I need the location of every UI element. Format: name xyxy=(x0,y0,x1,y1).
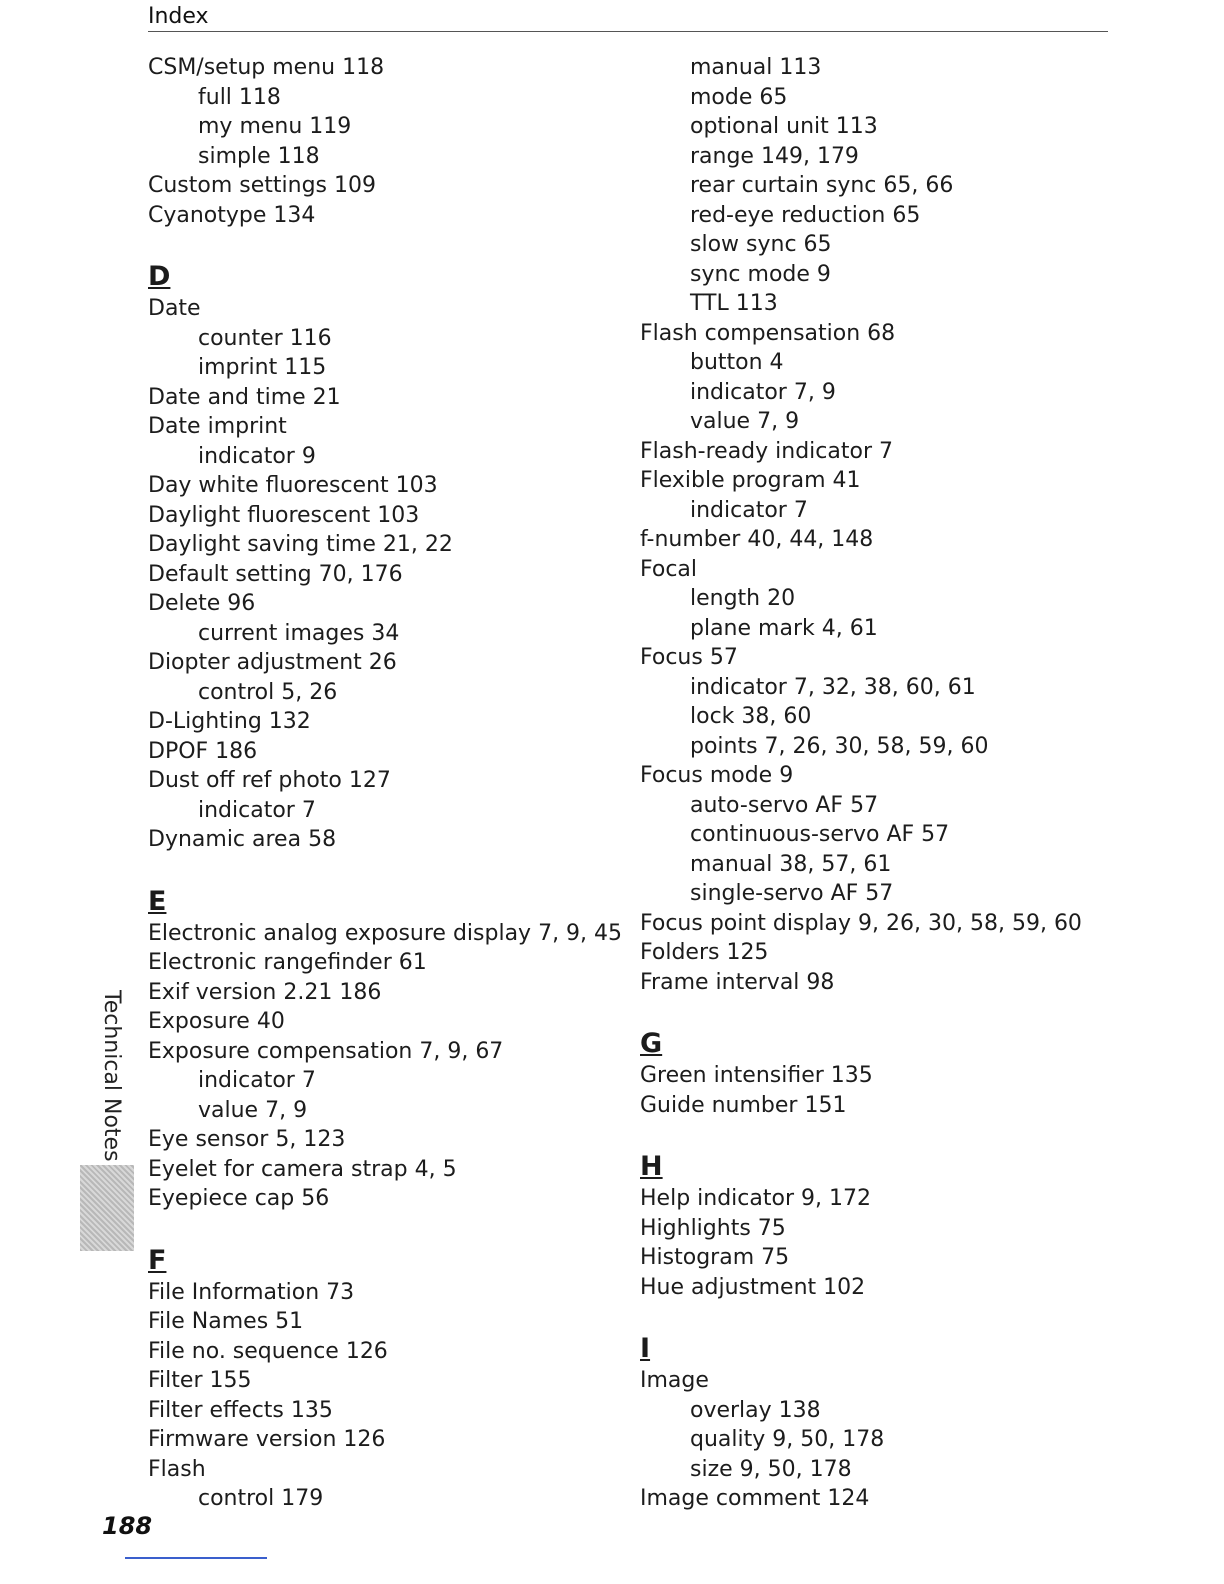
index-subentry: button 4 xyxy=(690,350,784,375)
section-thumb-tab xyxy=(80,1165,134,1251)
section-letter-heading: G xyxy=(640,1028,663,1059)
index-entry: Custom settings 109 xyxy=(148,173,376,198)
index-entry: Exposure compensation 7, 9, 67 xyxy=(148,1038,504,1064)
index-subentry: length 20 xyxy=(690,586,796,611)
index-subentry: imprint 115 xyxy=(198,355,327,380)
index-entry: File Information 73 xyxy=(148,1279,355,1305)
index-subentry: simple 118 xyxy=(198,143,320,169)
index-entry: Flash-ready indicator 7 xyxy=(640,438,893,464)
index-entry: DPOF 186 xyxy=(148,738,258,764)
index-entry: Delete 96 xyxy=(148,591,256,616)
index-entry: Date imprint xyxy=(148,414,287,439)
index-entry: Histogram 75 xyxy=(640,1245,790,1270)
index-entry: Eyelet for camera strap 4, 5 xyxy=(148,1156,457,1182)
index-subentry: mode 65 xyxy=(690,84,788,110)
index-subentry: auto-servo AF 57 xyxy=(690,792,879,818)
index-entry: Date and time 21 xyxy=(148,384,341,410)
index-subentry: indicator 9 xyxy=(198,443,316,469)
section-gap xyxy=(148,1214,598,1243)
index-entry: Diopter adjustment 26 xyxy=(148,650,397,675)
section-letter-heading: E xyxy=(148,885,167,917)
index-entry: Focus 57 xyxy=(640,645,738,670)
index-subentry: current images 34 xyxy=(198,620,400,646)
index-column-right xyxy=(640,53,1110,1514)
index-entry: Cyanotype 134 xyxy=(148,202,316,228)
index-subentry: plane mark 4, 61 xyxy=(690,615,878,641)
section-gap xyxy=(148,855,598,884)
index-entry: File Names 51 xyxy=(148,1309,304,1334)
index-entry: Highlights 75 xyxy=(640,1215,786,1241)
index-subentry: quality 9, 50, 178 xyxy=(690,1427,885,1452)
index-subentry: range 149, 179 xyxy=(690,143,859,169)
index-entry: Flexible program 41 xyxy=(640,468,861,493)
index-subentry: indicator 7 xyxy=(198,1068,316,1093)
index-entry: Eye sensor 5, 123 xyxy=(148,1127,346,1152)
section-letter-heading: F xyxy=(148,1244,167,1276)
index-entry: Image xyxy=(640,1368,709,1393)
section-letter-heading: D xyxy=(148,261,171,292)
index-subentry: size 9, 50, 178 xyxy=(690,1456,852,1482)
index-entry: Guide number 151 xyxy=(640,1092,847,1118)
index-entry: File no. sequence 126 xyxy=(148,1338,388,1364)
index-subentry: TTL 113 xyxy=(690,291,778,316)
index-subentry: value 7, 9 xyxy=(198,1097,308,1123)
index-subentry: sync mode 9 xyxy=(690,261,831,287)
index-entry: Image comment 124 xyxy=(640,1486,870,1511)
index-entry: Default setting 70, 176 xyxy=(148,561,403,587)
index-entry: Focus point display 9, 26, 30, 58, 59, 60 xyxy=(640,910,1082,936)
index-subentry: control 5, 26 xyxy=(198,679,338,705)
index-subentry: lock 38, 60 xyxy=(690,704,812,729)
page-number: 188 xyxy=(102,1512,153,1540)
index-subentry: indicator 7, 9 xyxy=(690,379,836,405)
index-entry: Exif version 2.21 186 xyxy=(148,979,382,1005)
index-subentry: rear curtain sync 65, 66 xyxy=(690,173,954,198)
index-subentry: points 7, 26, 30, 58, 59, 60 xyxy=(690,733,989,759)
index-entry: Day white fluorescent 103 xyxy=(148,473,438,498)
page-header-title: Index xyxy=(148,4,209,29)
index-subentry: full 118 xyxy=(198,84,281,110)
index-entry: D-Lighting 132 xyxy=(148,709,311,734)
index-entry: CSM/setup menu 118 xyxy=(148,55,385,80)
index-subentry: slow sync 65 xyxy=(690,232,832,257)
index-subentry: control 179 xyxy=(198,1486,324,1511)
footer-rule xyxy=(125,1557,267,1559)
index-column-left xyxy=(148,53,623,1514)
index-entry: Date xyxy=(148,296,201,321)
index-subentry: manual 113 xyxy=(690,55,822,80)
index-entry: Green intensifier 135 xyxy=(640,1063,873,1088)
index-entry: Hue adjustment 102 xyxy=(640,1274,866,1300)
index-subentry: my menu 119 xyxy=(198,114,352,139)
index-entry: Electronic analog exposure display 7, 9, 45 xyxy=(148,920,623,946)
index-entry: Daylight saving time 21, 22 xyxy=(148,532,453,557)
index-entry: Daylight fluorescent 103 xyxy=(148,502,420,528)
section-side-label: Technical Notes xyxy=(99,990,124,1162)
index-entry: Folders 125 xyxy=(640,940,769,965)
index-subentry: optional unit 113 xyxy=(690,114,878,139)
index-subentry: indicator 7 xyxy=(690,497,808,523)
section-gap xyxy=(640,997,1110,1026)
index-entry: Filter 155 xyxy=(148,1368,252,1393)
index-subentry: indicator 7 xyxy=(198,797,316,823)
page-header xyxy=(148,4,1108,32)
index-entry: Help indicator 9, 172 xyxy=(640,1186,871,1211)
section-letter-heading: I xyxy=(640,1333,651,1364)
index-entry: Dynamic area 58 xyxy=(148,827,337,852)
index-entry: Focus mode 9 xyxy=(640,763,794,788)
section-letter-heading: H xyxy=(640,1151,663,1182)
index-entry: Eyepiece cap 56 xyxy=(148,1186,330,1211)
index-entry: Focal xyxy=(640,556,698,582)
section-gap xyxy=(640,1120,1110,1149)
index-entry: Flash compensation 68 xyxy=(640,320,896,346)
index-entry: Dust off ref photo 127 xyxy=(148,768,391,793)
index-entry: Firmware version 126 xyxy=(148,1427,386,1452)
index-subentry: red-eye reduction 65 xyxy=(690,202,921,228)
index-subentry: counter 116 xyxy=(198,325,332,351)
index-subentry: indicator 7, 32, 38, 60, 61 xyxy=(690,674,976,700)
section-gap xyxy=(640,1302,1110,1331)
index-subentry: manual 38, 57, 61 xyxy=(690,851,892,877)
section-gap xyxy=(148,230,598,259)
index-entry: Exposure 40 xyxy=(148,1009,285,1034)
index-subentry: value 7, 9 xyxy=(690,409,800,434)
index-entry: Electronic rangefinder 61 xyxy=(148,950,427,975)
index-entry: Flash xyxy=(148,1456,206,1482)
index-subentry: overlay 138 xyxy=(690,1397,821,1423)
index-subentry: continuous-servo AF 57 xyxy=(690,822,950,847)
index-entry: Frame interval 98 xyxy=(640,969,835,995)
index-subentry: single-servo AF 57 xyxy=(690,881,894,906)
index-entry: Filter effects 135 xyxy=(148,1397,333,1423)
index-entry: f-number 40, 44, 148 xyxy=(640,527,874,552)
